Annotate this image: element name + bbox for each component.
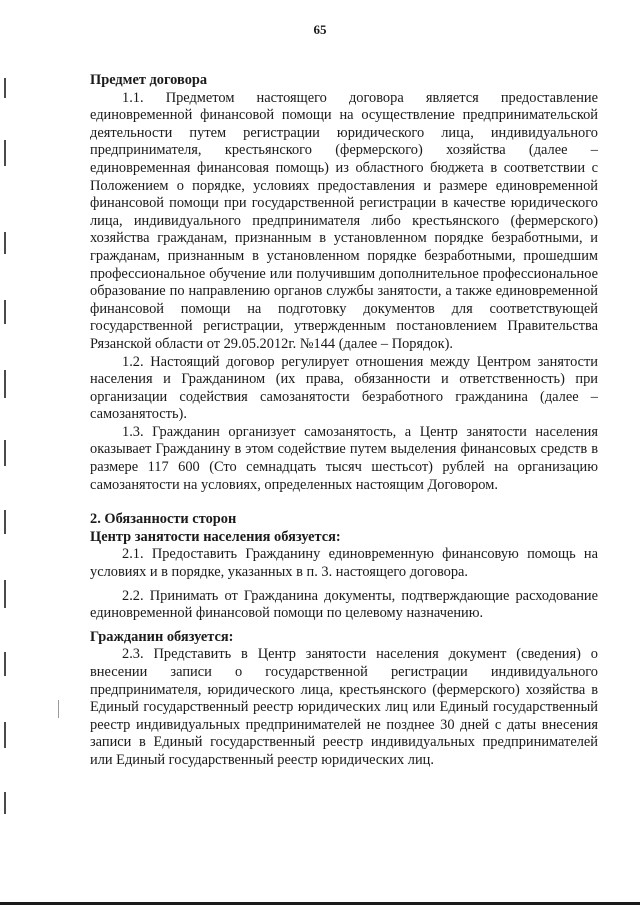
section-spacer	[90, 494, 598, 511]
margin-mark	[4, 78, 6, 98]
section-2-title: 2. Обязанности сторон	[90, 511, 237, 528]
paragraph-2-2: 2.2. Принимать от Гражданина документы, подтверждающие расходование единовременной финансовой помощи по целевому назначению.	[90, 587, 598, 622]
center-obligations-heading: Центр занятости населения обязуется:	[90, 528, 341, 545]
margin-mark	[4, 232, 6, 254]
margin-mark	[4, 370, 6, 398]
margin-mark	[4, 510, 6, 534]
margin-mark	[4, 652, 6, 676]
page-number: 65	[313, 22, 327, 37]
citizen-obligations-heading: Гражданин обязуется:	[90, 628, 234, 645]
margin-mark	[4, 580, 6, 608]
paragraph-1-1: 1.1. Предметом настоящего договора является предоставление единовременной финансовой помощи на осуществление предпринимательской деятельности путем регистрации юридического лица, индивидуального предпринимателя, крестьянского (фермерского) хозяйства (далее – единовременная финансовая помощь) из областного бюджета в соответствии с Положением о порядке, условиях предоставления и размере единовременной финансовой помощи при государственной регистрации в качестве юридического лица, индивидуального предпринимателя либо крестьянского (фермерского) хозяйства гражданам, признанным в установленном порядке безработными, и гражданам, признанным в установленном порядке безработными, прошедшим профессиональное обучение или получившим дополнительное профессиональное образование по направлению органов службы занятости, а также единовременной финансовой помощи на подготовку документов для соответствующей государственной регистрации, утвержденным постановлением Правительства Рязанской области от 29.05.2012г. №144 (далее – Порядок).	[90, 89, 598, 352]
margin-mark	[58, 700, 59, 718]
paragraph-1-2: 1.2. Настоящий договор регулирует отношения между Центром занятости населения и Гражданином (их права, обязанности и ответственность) при организации содействия самозанятости безработного гражданина (далее – самозанятость).	[90, 353, 598, 423]
margin-mark	[4, 140, 6, 166]
paragraph-1-3: 1.3. Гражданин организует самозанятость, а Центр занятости населения оказывает Гражданину в этом содействие путем выделения финансовых средств в размере 117 600 (Сто семнадцать тысяч шестьсот) рублей на организацию самозанятости на условиях, определенных настоящим Договором.	[90, 423, 598, 493]
document-body	[90, 72, 598, 770]
section-1-title: Предмет договора	[90, 72, 208, 88]
paragraph-2-1: 2.1. Предоставить Гражданину единовременную финансовую помощь на условиях и в порядке, указанных в п. 3. настоящего договора.	[90, 546, 598, 581]
margin-mark	[4, 300, 6, 324]
margin-mark	[4, 722, 6, 748]
margin-mark	[4, 792, 6, 814]
paragraph-2-3: 2.3. Представить в Центр занятости населения документ (сведения) о внесении записи о государственной регистрации индивидуального предпринимателя, юридического лица, крестьянского (фермерского) хозяйства в Единый государственный реестр юридических лиц или Единый государственный реестр индивидуальных предпринимателей не позднее 30 дней с даты внесения записи в Единый государственный реестр индивидуальных предпринимателей или Единый государственный реестр юридических лиц.	[90, 646, 598, 768]
margin-mark	[4, 440, 6, 466]
